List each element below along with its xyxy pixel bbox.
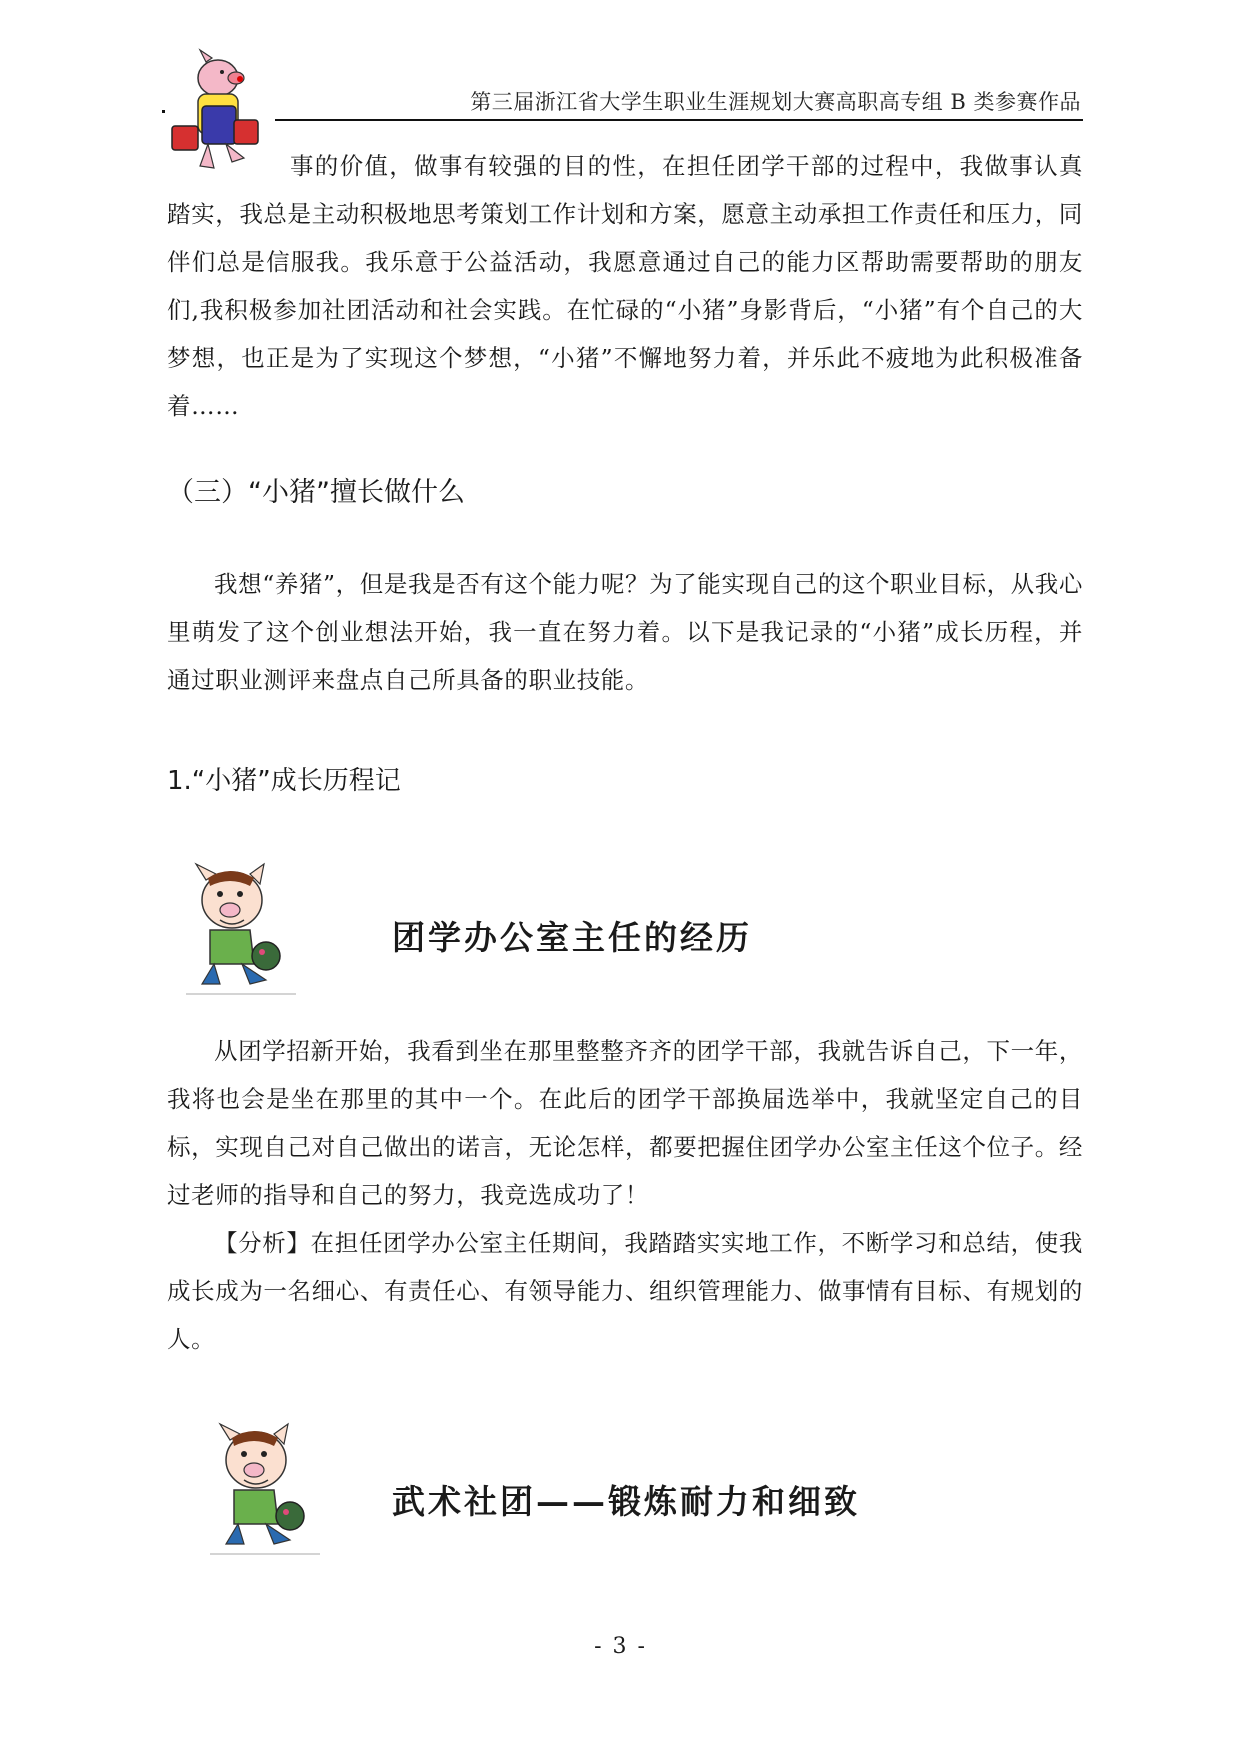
page-number: - 3 -: [594, 1634, 647, 1659]
header-marker: [162, 110, 165, 113]
paragraph-text: 【分析】在担任团学办公室主任期间，我踏踏实实地工作，不断学习和总结，使我成长成为一名细心、有责任心、有领导能力、组织管理能力、做事情有目标、有规划的人。: [167, 1229, 1083, 1353]
subheading-growth-record: 1.“小猪”成长历程记: [167, 766, 401, 796]
card-title-office-director: 团学办公室主任的经历: [392, 918, 752, 957]
paragraph-text: 事的价值，做事有较强的目的性，在担任团学干部的过程中，我做事认真踏实，我总是主动积极地思考策划工作计划和方案，愿意主动承担工作责任和压力，同伴们总是信服我。我乐意于公益活动，我愿意通过自己的能力区帮助需要帮助的朋友们,我积极参加社团活动和社会实践。在忙碌的“小猪”身影背后，“小猪”有个自己的大梦想，也正是为了实现这个梦想，“小猪”不懈地努力着，并乐此不疲地为此积极准备着……: [167, 152, 1083, 420]
paragraph-intro-continuation: [167, 142, 1083, 430]
card-mascot-icon: [204, 1420, 324, 1556]
header-title: 第三届浙江省大学生职业生涯规划大赛高职高专组 B 类参赛作品: [470, 90, 1081, 114]
section-heading-strengths: （三）“小猪”擅长做什么: [167, 477, 465, 508]
header-divider: [275, 119, 1083, 121]
card-mascot-icon: [180, 860, 300, 996]
paragraph-office-experience: [167, 1027, 1083, 1219]
card-title-martial-arts-club: 武术社团——锻炼耐力和细致: [392, 1482, 860, 1521]
paragraph-text: 从团学招新开始，我看到坐在那里整整齐齐的团学干部，我就告诉自己，下一年，我将也会是坐在那里的其中一个。在此后的团学干部换届选举中，我就坚定自己的目标，实现自己对自己做出的诺言，无论怎样，都要把握住团学办公室主任这个位子。经过老师的指导和自己的努力，我竞选成功了！: [167, 1037, 1083, 1209]
paragraph-career-goal: [167, 560, 1083, 704]
paragraph-analysis: [167, 1219, 1083, 1363]
paragraph-text: 我想“养猪”，但是我是否有这个能力呢？为了能实现自己的这个职业目标，从我心里萌发了这个创业想法开始，我一直在努力着。以下是我记录的“小猪”成长历程，并通过职业测评来盘点自己所具备的职业技能。: [167, 570, 1083, 694]
